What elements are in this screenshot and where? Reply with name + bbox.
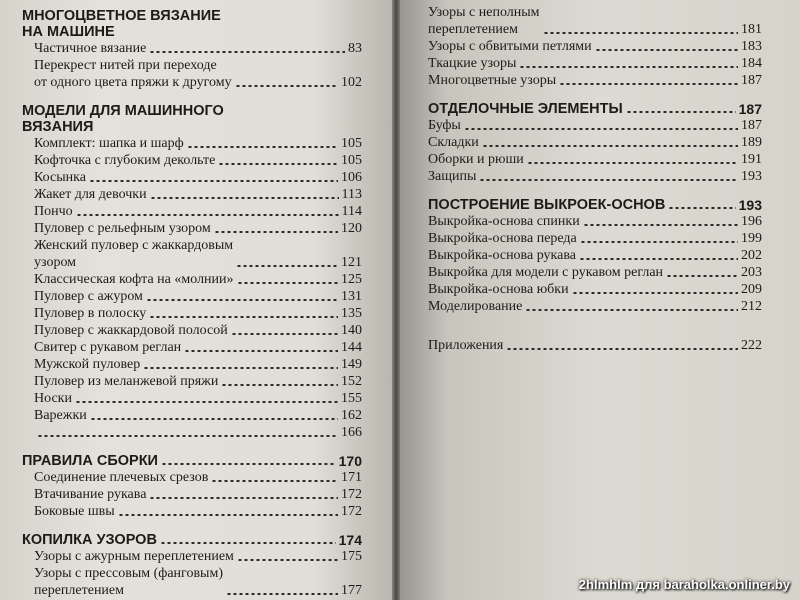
entry-page: 183 [741,39,762,54]
entry-label: Складки [428,135,479,150]
toc-entry [22,469,362,486]
entry-label: Выкройка-основа рукава [428,248,576,263]
entry-label: Носки [34,391,72,406]
leader-dots [583,224,738,226]
section-title-line: ВЯЗАНИЯ [22,119,94,135]
entry-label: Ткацкие узоры [428,56,517,71]
toc-section [428,101,762,185]
toc-section [428,197,762,315]
entry-label: Пуловер из меланжевой пряжи [34,374,219,389]
leader-dots [559,83,738,85]
entry-page: 209 [741,282,762,297]
entry-label-line: от одного цвета пряжи к другому [34,75,232,90]
toc-entry [428,38,762,55]
leader-dots [579,258,738,260]
toc-entry [22,203,362,220]
entry-page: 140 [341,323,362,338]
entry-label: Пуловер с рельефным узором [34,221,211,236]
entry-page: 83 [348,41,362,56]
toc-entry [428,72,762,89]
leader-dots [479,179,738,181]
leader-dots [184,350,338,352]
toc-entry [22,288,362,305]
section-title [428,101,762,117]
toc-entry [22,135,362,152]
toc-entry [22,271,362,288]
entry-page: 166 [341,425,362,440]
entry-page: 149 [341,357,362,372]
section-title [22,103,362,135]
entry-label: Пончо [34,204,73,219]
leader-dots [118,514,338,516]
left-page [0,0,392,600]
entry-label: Узоры с ажурным переплетением [34,549,234,564]
leader-dots [525,309,738,311]
entry-label: Пуловер в полоску [34,306,147,321]
entry-label: Комплект: шапка и шарф [34,136,184,151]
entry-page: 125 [341,272,362,287]
leader-dots [235,85,338,87]
entry-page: 144 [341,340,362,355]
toc-entry [22,390,362,407]
toc-entry [428,247,762,264]
toc-entry [22,57,362,91]
entry-page: 105 [341,136,362,151]
toc-section [22,532,362,599]
toc-entry [428,264,762,281]
leader-dots [506,348,738,350]
watermark: 2hlmhlm для baraholka.onliner.by [578,577,790,592]
section-page: 193 [738,197,762,213]
toc-entry [22,322,362,339]
section-page: 170 [338,453,362,469]
leader-dots [231,333,338,335]
leader-dots [89,180,338,182]
entry-page: 113 [341,187,362,202]
toc-entry [22,305,362,322]
leader-dots [37,435,338,437]
toc-entry [22,486,362,503]
toc-section [22,8,362,91]
section-title [22,8,362,40]
entry-page: 171 [341,470,362,485]
section-title-line: ПОСТРОЕНИЕ ВЫКРОЕК-ОСНОВ [428,197,666,213]
leader-dots [211,480,338,482]
entry-page: 184 [741,56,762,71]
toc-entry [22,220,362,237]
leader-dots [75,401,338,403]
toc-entry [22,169,362,186]
section-title [22,453,362,469]
entry-page: 187 [741,73,762,88]
toc-entry [428,168,762,185]
leader-dots [149,316,338,318]
entry-label: Приложения [428,338,504,353]
entry-label: Защипы [428,169,477,184]
entry-label: Пуловер с жаккардовой полосой [34,323,228,338]
entry-label-line: переплетением [428,22,519,37]
leader-dots [237,559,338,561]
entry-label: Узоры с обвитыми петлями [428,39,592,54]
toc-entry [428,213,762,230]
entry-label: Свитер с рукавом реглан [34,340,182,355]
entry-page: 193 [741,169,762,184]
entry-label-line: переплетением [34,583,125,598]
entry-page: 172 [341,504,362,519]
leader-dots [149,51,345,53]
entry-page: 187 [741,118,762,133]
leader-dots [482,145,738,147]
toc-entry [22,565,362,599]
leader-dots [218,163,338,165]
entry-page: 175 [341,549,362,564]
entry-label: Выкройка для модели с рукавом реглан [428,265,664,280]
entry-page: 155 [341,391,362,406]
entry-page: 131 [341,289,362,304]
entry-page: 199 [741,231,762,246]
entry-page: 181 [741,22,762,37]
entry-label: Выкройка-основа юбки [428,282,569,297]
entry-label: Частичное вязание [34,41,147,56]
toc-entry [22,424,362,441]
leader-dots [580,241,738,243]
section-title-line: ОТДЕЛОЧНЫЕ ЭЛЕМЕНТЫ [428,101,623,117]
toc-entry [428,134,762,151]
entry-page: 196 [741,214,762,229]
toc-entry [428,117,762,134]
leader-dots [149,497,338,499]
entry-label: Выкройка-основа переда [428,231,577,246]
entry-label: Оборки и рюши [428,152,524,167]
entry-label-line: Перекрест нитей при переходе [34,58,217,73]
leader-dots [90,418,338,420]
toc-entry [428,4,762,38]
entry-label: Варежки [34,408,87,423]
section-title-line: КОПИЛКА УЗОРОВ [22,532,157,548]
section-title-line: МОДЕЛИ ДЛЯ МАШИННОГО [22,103,224,119]
entry-page: 189 [741,135,762,150]
entry-label-line: Узоры с неполным [428,5,540,20]
entry-page: 191 [741,152,762,167]
entry-label-line: узором [34,255,77,270]
leader-dots [595,49,738,51]
toc-entry [22,373,362,390]
leader-dots [146,299,338,301]
toc-entry [22,152,362,169]
entry-page: 120 [341,221,362,236]
toc-entry [428,298,762,315]
entry-page: 102 [341,75,362,90]
toc-entry [22,339,362,356]
entry-page: 152 [341,374,362,389]
entry-label: Выкройка-основа спинки [428,214,580,229]
leader-dots [668,207,735,209]
toc-entry [428,281,762,298]
entry-label: Кофточка с глубоким декольте [34,153,216,168]
right-page [400,0,800,600]
entry-label-line: Узоры с прессовым (фанговым) [34,566,223,581]
toc-section-continued [428,4,762,89]
toc-entry [428,55,762,72]
entry-page: 121 [341,255,362,270]
entry-label: Втачивание рукава [34,487,147,502]
leader-dots [160,542,336,544]
entry-page: 202 [741,248,762,263]
toc-entry [428,230,762,247]
toc-entry [428,151,762,168]
section-title [428,197,762,213]
entry-label: Многоцветные узоры [428,73,557,88]
toc-section [22,453,362,520]
section-title-line: ПРАВИЛА СБОРКИ [22,453,158,469]
entry-page: 222 [741,338,762,353]
section-page: 174 [338,532,362,548]
leader-dots [519,66,738,68]
entry-page: 177 [341,583,362,598]
leader-dots [161,463,336,465]
entry-page: 212 [741,299,762,314]
entry-label: Соединение плечевых срезов [34,470,209,485]
entry-page: 106 [341,170,362,185]
leader-dots [543,32,738,34]
leader-dots [572,292,738,294]
entry-page: 105 [341,153,362,168]
entry-label: Мужской пуловер [34,357,141,372]
entry-label: Пуловер с ажуром [34,289,143,304]
section-title [22,532,362,548]
leader-dots [237,282,338,284]
leader-dots [76,214,339,216]
entry-page: 162 [341,408,362,423]
entry-label: Косынка [34,170,86,185]
section-page: 187 [738,101,762,117]
leader-dots [527,162,738,164]
leader-dots [150,197,339,199]
entry-page: 135 [341,306,362,321]
toc-entry [22,503,362,520]
entry-page: 172 [341,487,362,502]
toc-entry-appendix [428,337,762,354]
entry-label: Буфы [428,118,461,133]
entry-page: 203 [741,265,762,280]
leader-dots [143,367,338,369]
toc-entry [22,407,362,424]
entry-label: Моделирование [428,299,523,314]
leader-dots [666,275,738,277]
leader-dots [187,146,338,148]
toc-entry [22,237,362,271]
leader-dots [226,593,338,595]
entry-page: 114 [341,204,362,219]
leader-dots [236,265,338,267]
leader-dots [214,231,338,233]
book-spine [392,0,400,600]
leader-dots [626,111,736,113]
toc-entry [22,40,362,57]
entry-label-line: Женский пуловер с жаккардовым [34,238,234,253]
toc-entry [22,356,362,373]
leader-dots [221,384,338,386]
section-title-line: МНОГОЦВЕТНОЕ ВЯЗАНИЕ [22,8,221,24]
entry-label: Жакет для девочки [34,187,147,202]
toc-entry [22,186,362,203]
toc-entry [22,548,362,565]
section-title-line: НА МАШИНЕ [22,24,115,40]
entry-label: Боковые швы [34,504,115,519]
leader-dots [464,128,738,130]
entry-label: Классическая кофта на «молнии» [34,272,234,287]
toc-section [22,103,362,441]
